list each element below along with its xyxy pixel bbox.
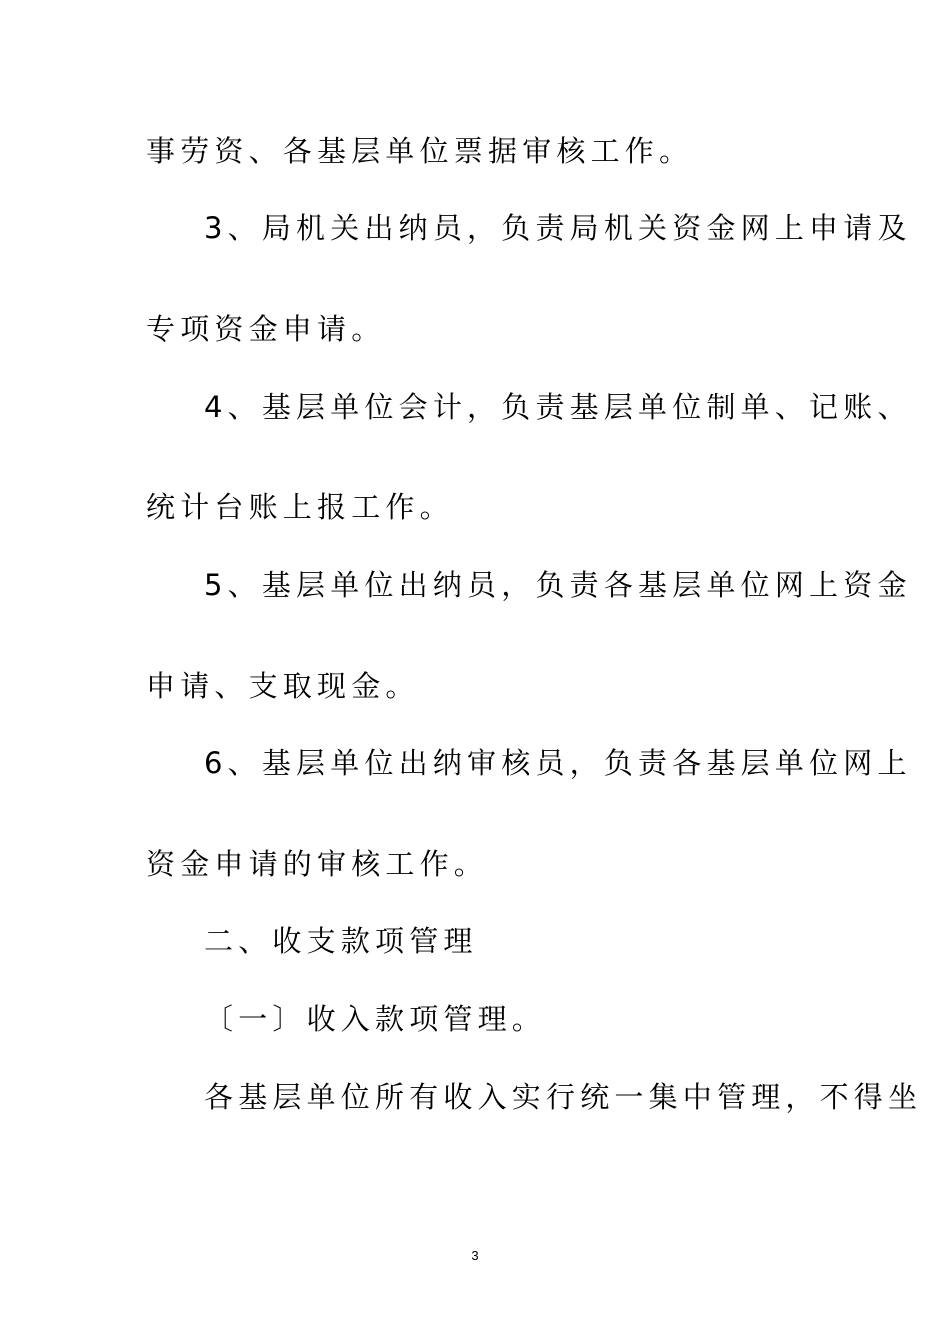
text-line-7: 申请、支取现金。 [146,669,420,703]
text-line-8: 6、基层单位出纳审核员，负责各基层单位网上 [204,746,912,780]
text-line-9: 资金申请的审核工作。 [146,847,489,881]
text-line-6: 5、基层单位出纳员，负责各基层单位网上资金 [204,568,912,602]
subsection-heading: 〔一〕收入款项管理。 [204,1002,547,1036]
text-line-4: 4、基层单位会计，负责基层单位制单、记账、 [204,390,912,424]
text-line-12: 各基层单位所有收入实行统一集中管理，不得坐 [204,1080,923,1114]
text-line-1: 事劳资、各基层单位票据审核工作。 [146,134,694,168]
text-line-3: 专项资金申请。 [146,312,386,346]
text-line-2: 3、局机关出纳员，负责局机关资金网上申请及 [204,211,912,245]
page-number: 3 [471,1248,479,1263]
text-line-5: 统计台账上报工作。 [146,490,454,524]
section-heading: 二、收支款项管理 [204,924,478,958]
